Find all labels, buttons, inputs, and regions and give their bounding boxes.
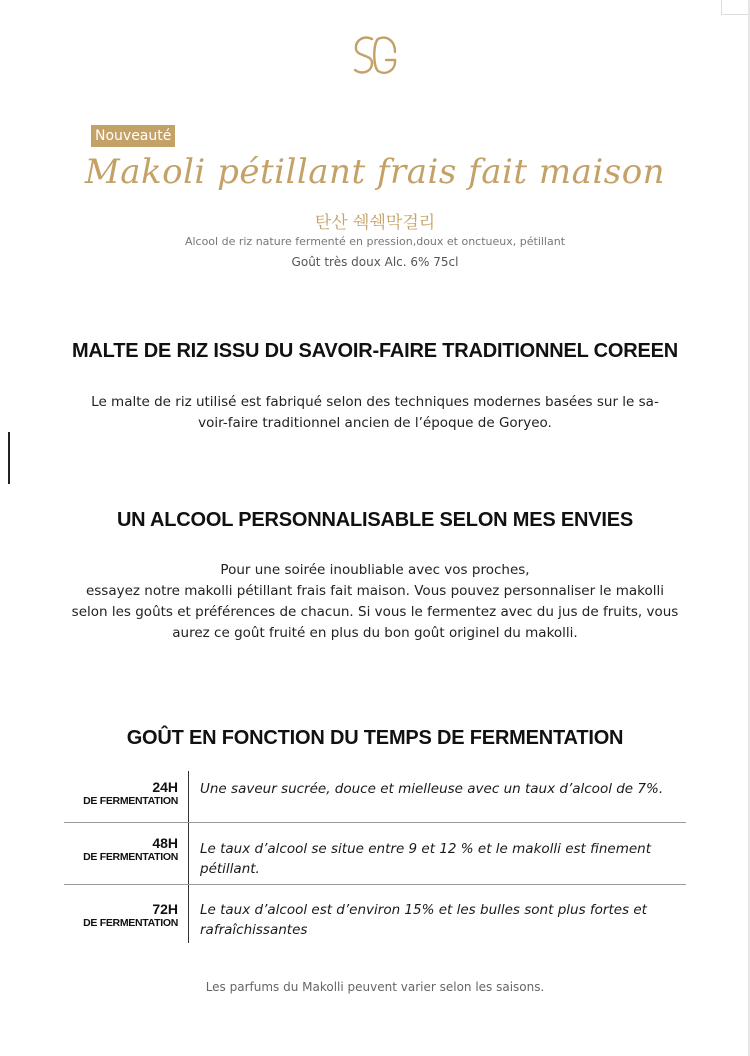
section-text-custom: [70, 560, 680, 644]
footnote: Les parfums du Makolli peuvent varier selon les saisons.: [205, 980, 545, 994]
section-heading-malt: MALTE DE RIZ ISSU DU SAVOIR-FAIRE TRADITIONNEL COREEN: [71, 340, 679, 362]
taste-info: Goût très doux Alc. 6% 75cl: [291, 255, 459, 269]
text-line: voir-faire traditionnel ancien de l’époque de Goryeo.: [198, 415, 552, 431]
section-heading-custom: UN ALCOOL PERSONNALISABLE SELON MES ENVIES: [116, 509, 634, 531]
product-description: Alcool de riz nature fermenté en pression,doux et onctueux, pétillant: [184, 235, 566, 248]
hours-value: 48H: [152, 835, 178, 851]
text-line: Le taux d’alcool est d’environ 15% et les bulles sont plus fortes et: [200, 902, 647, 918]
text-line: selon les goûts et préférences de chacun. Si vous le fermentez avec du jus de fruits, vous: [71, 604, 679, 620]
page-corner: [721, 0, 748, 15]
table-row-divider: [64, 884, 686, 885]
table-row-text-48h: [200, 839, 670, 879]
table-row-label-24h: [40, 780, 178, 807]
hours-value: 72H: [152, 901, 178, 917]
new-badge: Nouveauté: [91, 125, 175, 147]
table-row-text-72h: [200, 900, 670, 940]
hours-value: 24H: [152, 779, 178, 795]
table-row-label-48h: [40, 836, 178, 863]
korean-title: 탄산 쉑쉑막걸리: [314, 213, 436, 233]
text-line: Une saveur sucrée, douce et mielleuse avec un taux d’alcool de 7%.: [200, 781, 664, 797]
scroll-indicator[interactable]: [8, 432, 10, 484]
table-row-divider: [64, 822, 686, 823]
hours-caption: DE FERMENTATION: [83, 851, 178, 863]
table-vertical-divider: [188, 771, 189, 943]
hours-caption: DE FERMENTATION: [83, 795, 178, 807]
text-line: pétillant.: [200, 861, 260, 877]
section-text-malt: [70, 392, 680, 434]
text-line: rafraîchissantes: [200, 922, 308, 938]
text-line: Pour une soirée inoubliable avec vos proches,: [220, 562, 530, 578]
text-line: Le taux d’alcool se situe entre 9 et 12 % et le makolli est finement: [200, 841, 652, 857]
table-row-label-72h: [40, 902, 178, 929]
text-line: aurez ce goût fruité en plus du bon goût originel du makolli.: [172, 625, 578, 641]
text-line: essayez notre makolli pétillant frais fait maison. Vous pouvez personnaliser le makolli: [85, 583, 665, 599]
text-line: Le malte de riz utilisé est fabriqué selon des techniques modernes basées sur le sa-: [91, 394, 659, 410]
product-title: Makoli pétillant frais fait maison: [84, 152, 666, 192]
sg-monogram-logo: [350, 30, 400, 80]
hours-caption: DE FERMENTATION: [83, 917, 178, 929]
table-row-text-24h: [200, 779, 670, 799]
section-heading-fermentation: GOÛT EN FONCTION DU TEMPS DE FERMENTATION: [126, 727, 624, 749]
